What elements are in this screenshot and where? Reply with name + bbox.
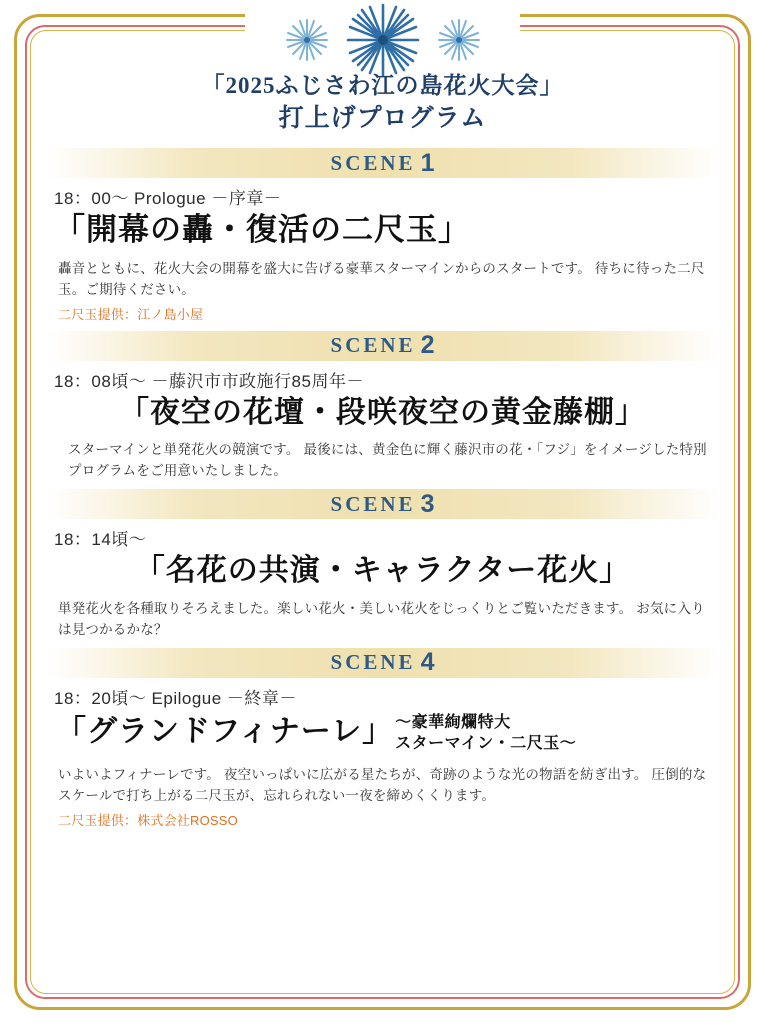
- scene-subtitle-4-line1: 〜豪華絢爛特大: [395, 714, 511, 732]
- program-content: [46, 70, 719, 831]
- page-title-line2: 打上げプログラム: [278, 105, 487, 132]
- scene-number-3: 3: [420, 489, 435, 518]
- scene-section-1: [46, 148, 719, 323]
- scene-time-4: 18：20頃〜 Epilogue －終章－: [54, 688, 297, 708]
- scene-time-1: 18：00〜 Prologue －序章－: [54, 189, 282, 208]
- scene-number-2: 2: [420, 331, 435, 360]
- scene-section-4: [46, 648, 719, 830]
- scene-header-4: [46, 648, 719, 678]
- scene-description-3: 単発花火を各種取りそろえました。楽しい花火・美しい花火をじっくりとご覧いただきます。 お気に入りは見つかるかな？: [58, 600, 705, 637]
- scene-headline-4: 「グランドフィナーレ」: [56, 714, 394, 748]
- scene-header-2: [46, 331, 719, 361]
- scene-headline-row-4: [46, 711, 719, 759]
- scene-word-2: SCENE: [330, 333, 416, 358]
- scene-description-1: 轟音とともに、花火大会の開幕を盛大に告げる豪華スターマインからのスタートです。 待ちに待った二尺玉。ご期待ください。: [58, 260, 705, 297]
- scene-section-3: [46, 489, 719, 640]
- scene-section-2: [46, 331, 719, 482]
- scene-word-4: SCENE: [330, 650, 416, 675]
- scene-word-1: SCENE: [330, 150, 416, 175]
- fireworks-illustration: [0, 4, 765, 76]
- scene-subtitle-4: [395, 712, 576, 754]
- page-title-line1: 「2025ふじさわ江の島花火大会」: [201, 73, 564, 98]
- scene-credit-1: 二尺玉提供：江ノ島小屋: [58, 306, 204, 322]
- scene-subtitle-4-line2: スターマイン・二尺玉〜: [395, 735, 577, 753]
- scene-headline-3: 「名花の共演・キャラクター花火」: [134, 554, 631, 588]
- scene-word-3: SCENE: [330, 491, 416, 516]
- scene-header-1: [46, 148, 719, 178]
- scene-time-2: 18：08頃〜 －藤沢市市政施行85周年－: [54, 371, 364, 391]
- firework-small-right-icon: [434, 15, 484, 65]
- scene-headline-1: 「開幕の轟・復活の二尺玉」: [54, 212, 470, 247]
- firework-large-center-icon: [344, 1, 422, 79]
- firework-small-left-icon: [282, 15, 332, 65]
- page-title: [46, 70, 719, 136]
- scene-header-3: [46, 489, 719, 519]
- scene-headline-2: 「夜空の花壇・段咲夜空の黄金藤棚」: [119, 395, 646, 429]
- scene-time-3: 18：14頃〜: [54, 530, 147, 550]
- scene-description-2: スターマインと単発花火の競演です。 最後には、黄金色に輝く藤沢市の花・「フジ」をイメージした特別プログラムをご用意いたしました。: [68, 442, 707, 479]
- scene-credit-4: 二尺玉提供：株式会社ROSSO: [58, 813, 238, 829]
- scene-number-4: 4: [420, 648, 435, 677]
- scene-number-1: 1: [420, 148, 435, 177]
- scene-description-4: いよいよフィナーレです。 夜空いっぱいに広がる星たちが、奇跡のような光の物語を紡ぎ出す。 圧倒的なスケールで打ち上がる二尺玉が、忘れられない一夜を締めくくります。: [58, 767, 707, 804]
